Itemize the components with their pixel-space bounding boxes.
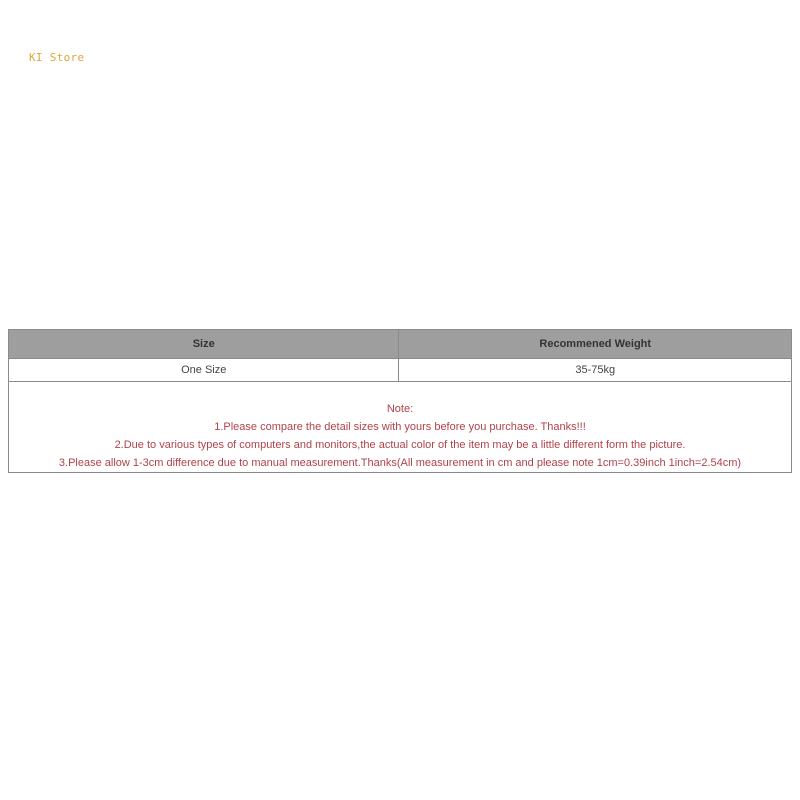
notes-cell [9,382,792,473]
cell-weight-value: 35-75kg [399,359,792,382]
note-line-2: 2.Due to various types of computers and monitors,the actual color of the item may be a little different form the picture. [114,439,686,451]
notes-title: Note: [386,403,414,415]
note-line-1: 1.Please compare the detail sizes with yours before you purchase. Thanks!!! [214,421,586,433]
notes-row [9,382,792,473]
store-label: KI Store [29,51,85,64]
table-row [9,359,792,382]
note-line-3: 3.Please allow 1-3cm difference due to manual measurement.Thanks(All measurement in cm and please note 1cm=0.39inch 1inch=2.54cm) [58,457,742,469]
size-chart-table [8,329,792,473]
header-recommended-weight: Recommened Weight [399,330,792,359]
table-header-row [9,330,792,359]
header-size: Size [9,330,399,359]
cell-size-value: One Size [9,359,399,382]
